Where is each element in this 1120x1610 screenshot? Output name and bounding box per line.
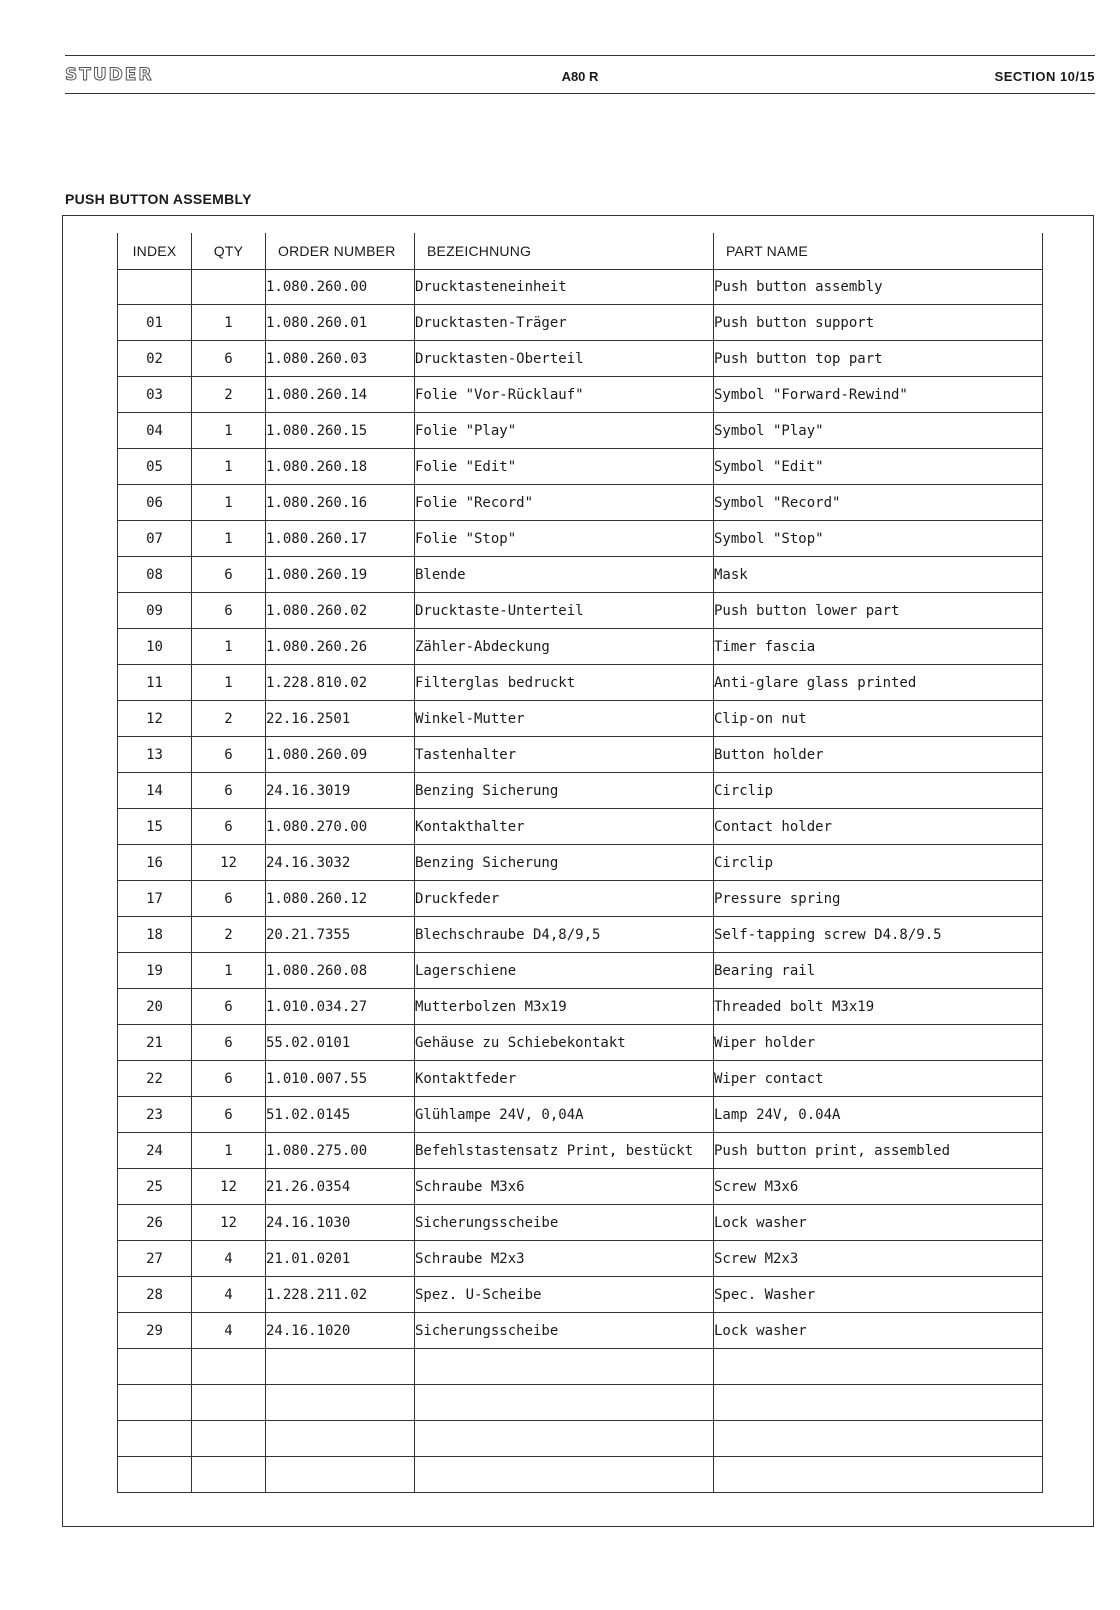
cell-order-number: 1.080.260.14	[266, 377, 415, 413]
cell-part-name: Push button top part	[714, 341, 1043, 377]
cell-index: 21	[118, 1025, 192, 1061]
cell-bezeichnung: Sicherungsscheibe	[415, 1313, 714, 1349]
table-row	[118, 1313, 1043, 1349]
cell-index: 13	[118, 737, 192, 773]
cell-order-number: 1.080.260.00	[266, 270, 415, 305]
cell-bezeichnung: Zähler-Abdeckung	[415, 629, 714, 665]
cell-part-name: Bearing rail	[714, 953, 1043, 989]
cell-order-number: 1.080.260.08	[266, 953, 415, 989]
cell-order-number: 1.228.810.02	[266, 665, 415, 701]
cell-bezeichnung: Benzing Sicherung	[415, 773, 714, 809]
cell-index: 07	[118, 521, 192, 557]
cell-bezeichnung: Folie "Edit"	[415, 449, 714, 485]
cell-qty: 6	[192, 989, 266, 1025]
cell-part-name: Anti-glare glass printed	[714, 665, 1043, 701]
cell-bezeichnung: Gehäuse zu Schiebekontakt	[415, 1025, 714, 1061]
table-row	[118, 377, 1043, 413]
cell-index: 04	[118, 413, 192, 449]
empty-cell	[266, 1385, 415, 1421]
cell-order-number: 24.16.1030	[266, 1205, 415, 1241]
table-header-row	[118, 233, 1043, 270]
table-row	[118, 1241, 1043, 1277]
table-row	[118, 737, 1043, 773]
column-header-bezeichnung: BEZEICHNUNG	[415, 233, 714, 270]
cell-index: 01	[118, 305, 192, 341]
table-row	[118, 1025, 1043, 1061]
cell-bezeichnung: Schraube M3x6	[415, 1169, 714, 1205]
assembly-row	[118, 270, 1043, 305]
cell-part-name: Pressure spring	[714, 881, 1043, 917]
cell-part-name: Threaded bolt M3x19	[714, 989, 1043, 1025]
empty-cell	[415, 1421, 714, 1457]
cell-bezeichnung: Druckfeder	[415, 881, 714, 917]
cell-bezeichnung: Winkel-Mutter	[415, 701, 714, 737]
table-row	[118, 485, 1043, 521]
empty-cell	[714, 1349, 1043, 1385]
section-number: SECTION 10/15	[994, 69, 1095, 84]
table-row	[118, 1133, 1043, 1169]
parts-table-body	[118, 270, 1043, 1493]
cell-index: 26	[118, 1205, 192, 1241]
empty-cell	[714, 1385, 1043, 1421]
cell-bezeichnung: Folie "Vor-Rücklauf"	[415, 377, 714, 413]
cell-part-name: Push button lower part	[714, 593, 1043, 629]
table-row	[118, 1097, 1043, 1133]
table-row	[118, 341, 1043, 377]
cell-bezeichnung: Tastenhalter	[415, 737, 714, 773]
cell-order-number: 1.080.260.19	[266, 557, 415, 593]
cell-index: 29	[118, 1313, 192, 1349]
cell-index: 17	[118, 881, 192, 917]
cell-bezeichnung: Kontakthalter	[415, 809, 714, 845]
cell-qty: 4	[192, 1277, 266, 1313]
cell-index: 11	[118, 665, 192, 701]
empty-cell	[266, 1421, 415, 1457]
cell-qty: 1	[192, 449, 266, 485]
cell-order-number: 22.16.2501	[266, 701, 415, 737]
cell-qty: 6	[192, 1097, 266, 1133]
cell-index: 06	[118, 485, 192, 521]
cell-bezeichnung: Lagerschiene	[415, 953, 714, 989]
empty-cell	[192, 1457, 266, 1493]
cell-bezeichnung: Mutterbolzen M3x19	[415, 989, 714, 1025]
cell-qty: 2	[192, 701, 266, 737]
cell-qty: 6	[192, 881, 266, 917]
cell-part-name: Push button support	[714, 305, 1043, 341]
cell-order-number: 1.080.260.26	[266, 629, 415, 665]
empty-cell	[192, 1421, 266, 1457]
table-row	[118, 1205, 1043, 1241]
table-row	[118, 1277, 1043, 1313]
parts-table	[117, 233, 1043, 1493]
cell-qty: 4	[192, 1313, 266, 1349]
cell-qty: 12	[192, 845, 266, 881]
cell-order-number: 24.16.3032	[266, 845, 415, 881]
cell-order-number: 1.080.260.17	[266, 521, 415, 557]
cell-part-name: Lamp 24V, 0.04A	[714, 1097, 1043, 1133]
cell-part-name: Symbol "Forward-Rewind"	[714, 377, 1043, 413]
cell-bezeichnung: Spez. U-Scheibe	[415, 1277, 714, 1313]
table-row	[118, 917, 1043, 953]
cell-qty: 6	[192, 1025, 266, 1061]
cell-bezeichnung: Drucktaste-Unterteil	[415, 593, 714, 629]
cell-index: 20	[118, 989, 192, 1025]
table-row	[118, 413, 1043, 449]
table-row	[118, 1169, 1043, 1205]
cell-part-name: Screw M3x6	[714, 1169, 1043, 1205]
cell-index: 22	[118, 1061, 192, 1097]
cell-index	[118, 270, 192, 305]
cell-index: 09	[118, 593, 192, 629]
cell-order-number: 20.21.7355	[266, 917, 415, 953]
column-header-part-name: PART NAME	[714, 233, 1043, 270]
empty-cell	[118, 1457, 192, 1493]
cell-order-number: 1.080.260.16	[266, 485, 415, 521]
cell-bezeichnung: Glühlampe 24V, 0,04A	[415, 1097, 714, 1133]
cell-bezeichnung: Kontaktfeder	[415, 1061, 714, 1097]
empty-cell	[415, 1385, 714, 1421]
cell-index: 23	[118, 1097, 192, 1133]
cell-bezeichnung: Blende	[415, 557, 714, 593]
cell-order-number: 1.080.260.12	[266, 881, 415, 917]
cell-bezeichnung: Filterglas bedruckt	[415, 665, 714, 701]
empty-row	[118, 1385, 1043, 1421]
page-header	[65, 60, 1095, 94]
cell-bezeichnung: Drucktasteneinheit	[415, 270, 714, 305]
cell-order-number: 1.080.270.00	[266, 809, 415, 845]
cell-bezeichnung: Befehlstastensatz Print, bestückt	[415, 1133, 714, 1169]
cell-index: 27	[118, 1241, 192, 1277]
cell-part-name: Symbol "Play"	[714, 413, 1043, 449]
empty-cell	[118, 1349, 192, 1385]
cell-part-name: Symbol "Stop"	[714, 521, 1043, 557]
column-header-index: INDEX	[118, 233, 192, 270]
cell-qty: 1	[192, 521, 266, 557]
cell-qty: 1	[192, 665, 266, 701]
table-row	[118, 521, 1043, 557]
cell-part-name: Contact holder	[714, 809, 1043, 845]
cell-bezeichnung: Folie "Play"	[415, 413, 714, 449]
cell-index: 12	[118, 701, 192, 737]
header-bottom-rule	[65, 93, 1095, 94]
empty-cell	[118, 1385, 192, 1421]
cell-order-number: 1.080.260.15	[266, 413, 415, 449]
empty-cell	[266, 1457, 415, 1493]
cell-part-name: Timer fascia	[714, 629, 1043, 665]
cell-qty: 12	[192, 1205, 266, 1241]
page-title: PUSH BUTTON ASSEMBLY	[65, 191, 252, 207]
cell-part-name: Symbol "Edit"	[714, 449, 1043, 485]
header-top-rule	[65, 55, 1095, 56]
cell-bezeichnung: Blechschraube D4,8/9,5	[415, 917, 714, 953]
cell-order-number: 1.080.260.02	[266, 593, 415, 629]
cell-qty: 6	[192, 593, 266, 629]
empty-cell	[118, 1421, 192, 1457]
cell-part-name: Clip-on nut	[714, 701, 1043, 737]
cell-qty: 1	[192, 485, 266, 521]
cell-bezeichnung: Benzing Sicherung	[415, 845, 714, 881]
empty-cell	[415, 1349, 714, 1385]
table-row	[118, 701, 1043, 737]
cell-index: 05	[118, 449, 192, 485]
cell-order-number: 21.26.0354	[266, 1169, 415, 1205]
cell-qty: 6	[192, 809, 266, 845]
cell-index: 10	[118, 629, 192, 665]
table-row	[118, 629, 1043, 665]
cell-part-name: Lock washer	[714, 1313, 1043, 1349]
cell-qty: 12	[192, 1169, 266, 1205]
cell-order-number: 1.080.260.03	[266, 341, 415, 377]
cell-order-number: 24.16.1020	[266, 1313, 415, 1349]
cell-bezeichnung: Folie "Stop"	[415, 521, 714, 557]
empty-cell	[192, 1385, 266, 1421]
cell-qty: 6	[192, 1061, 266, 1097]
cell-part-name: Button holder	[714, 737, 1043, 773]
table-row	[118, 881, 1043, 917]
cell-index: 02	[118, 341, 192, 377]
cell-index: 24	[118, 1133, 192, 1169]
cell-index: 03	[118, 377, 192, 413]
cell-part-name: Mask	[714, 557, 1043, 593]
cell-qty: 6	[192, 737, 266, 773]
cell-bezeichnung: Folie "Record"	[415, 485, 714, 521]
cell-qty: 6	[192, 341, 266, 377]
cell-part-name: Spec. Washer	[714, 1277, 1043, 1313]
empty-cell	[415, 1457, 714, 1493]
cell-qty	[192, 270, 266, 305]
cell-bezeichnung: Drucktasten-Träger	[415, 305, 714, 341]
cell-bezeichnung: Drucktasten-Oberteil	[415, 341, 714, 377]
cell-part-name: Circlip	[714, 845, 1043, 881]
cell-order-number: 1.010.007.55	[266, 1061, 415, 1097]
cell-part-name: Screw M2x3	[714, 1241, 1043, 1277]
cell-index: 16	[118, 845, 192, 881]
cell-qty: 4	[192, 1241, 266, 1277]
table-row	[118, 593, 1043, 629]
cell-qty: 2	[192, 917, 266, 953]
table-row	[118, 809, 1043, 845]
cell-index: 18	[118, 917, 192, 953]
empty-row	[118, 1457, 1043, 1493]
cell-order-number: 1.080.260.18	[266, 449, 415, 485]
table-row	[118, 449, 1043, 485]
cell-order-number: 24.16.3019	[266, 773, 415, 809]
table-row	[118, 305, 1043, 341]
column-header-order-number: ORDER NUMBER	[266, 233, 415, 270]
column-header-qty: QTY	[192, 233, 266, 270]
cell-order-number: 1.228.211.02	[266, 1277, 415, 1313]
model-name: A80 R	[561, 69, 599, 84]
cell-qty: 1	[192, 953, 266, 989]
cell-qty: 1	[192, 305, 266, 341]
empty-cell	[192, 1349, 266, 1385]
cell-index: 15	[118, 809, 192, 845]
cell-part-name: Push button print, assembled	[714, 1133, 1043, 1169]
cell-index: 25	[118, 1169, 192, 1205]
cell-index: 14	[118, 773, 192, 809]
table-row	[118, 773, 1043, 809]
table-row	[118, 665, 1043, 701]
cell-index: 28	[118, 1277, 192, 1313]
cell-order-number: 51.02.0145	[266, 1097, 415, 1133]
table-row	[118, 953, 1043, 989]
cell-order-number: 1.010.034.27	[266, 989, 415, 1025]
cell-part-name: Symbol "Record"	[714, 485, 1043, 521]
cell-part-name: Lock washer	[714, 1205, 1043, 1241]
cell-qty: 2	[192, 377, 266, 413]
table-row	[118, 845, 1043, 881]
cell-part-name: Wiper contact	[714, 1061, 1043, 1097]
cell-order-number: 55.02.0101	[266, 1025, 415, 1061]
cell-part-name: Wiper holder	[714, 1025, 1043, 1061]
cell-bezeichnung: Schraube M2x3	[415, 1241, 714, 1277]
cell-qty: 1	[192, 413, 266, 449]
cell-qty: 6	[192, 557, 266, 593]
table-row	[118, 1061, 1043, 1097]
cell-qty: 6	[192, 773, 266, 809]
table-row	[118, 557, 1043, 593]
cell-order-number: 1.080.260.01	[266, 305, 415, 341]
cell-part-name: Push button assembly	[714, 270, 1043, 305]
studer-logo: STUDER	[65, 65, 154, 85]
cell-index: 08	[118, 557, 192, 593]
cell-index: 19	[118, 953, 192, 989]
cell-qty: 1	[192, 1133, 266, 1169]
cell-bezeichnung: Sicherungsscheibe	[415, 1205, 714, 1241]
empty-row	[118, 1421, 1043, 1457]
empty-cell	[714, 1457, 1043, 1493]
empty-row	[118, 1349, 1043, 1385]
cell-order-number: 21.01.0201	[266, 1241, 415, 1277]
cell-qty: 1	[192, 629, 266, 665]
empty-cell	[266, 1349, 415, 1385]
cell-order-number: 1.080.260.09	[266, 737, 415, 773]
cell-part-name: Self-tapping screw D4.8/9.5	[714, 917, 1043, 953]
cell-order-number: 1.080.275.00	[266, 1133, 415, 1169]
cell-part-name: Circlip	[714, 773, 1043, 809]
empty-cell	[714, 1421, 1043, 1457]
table-row	[118, 989, 1043, 1025]
